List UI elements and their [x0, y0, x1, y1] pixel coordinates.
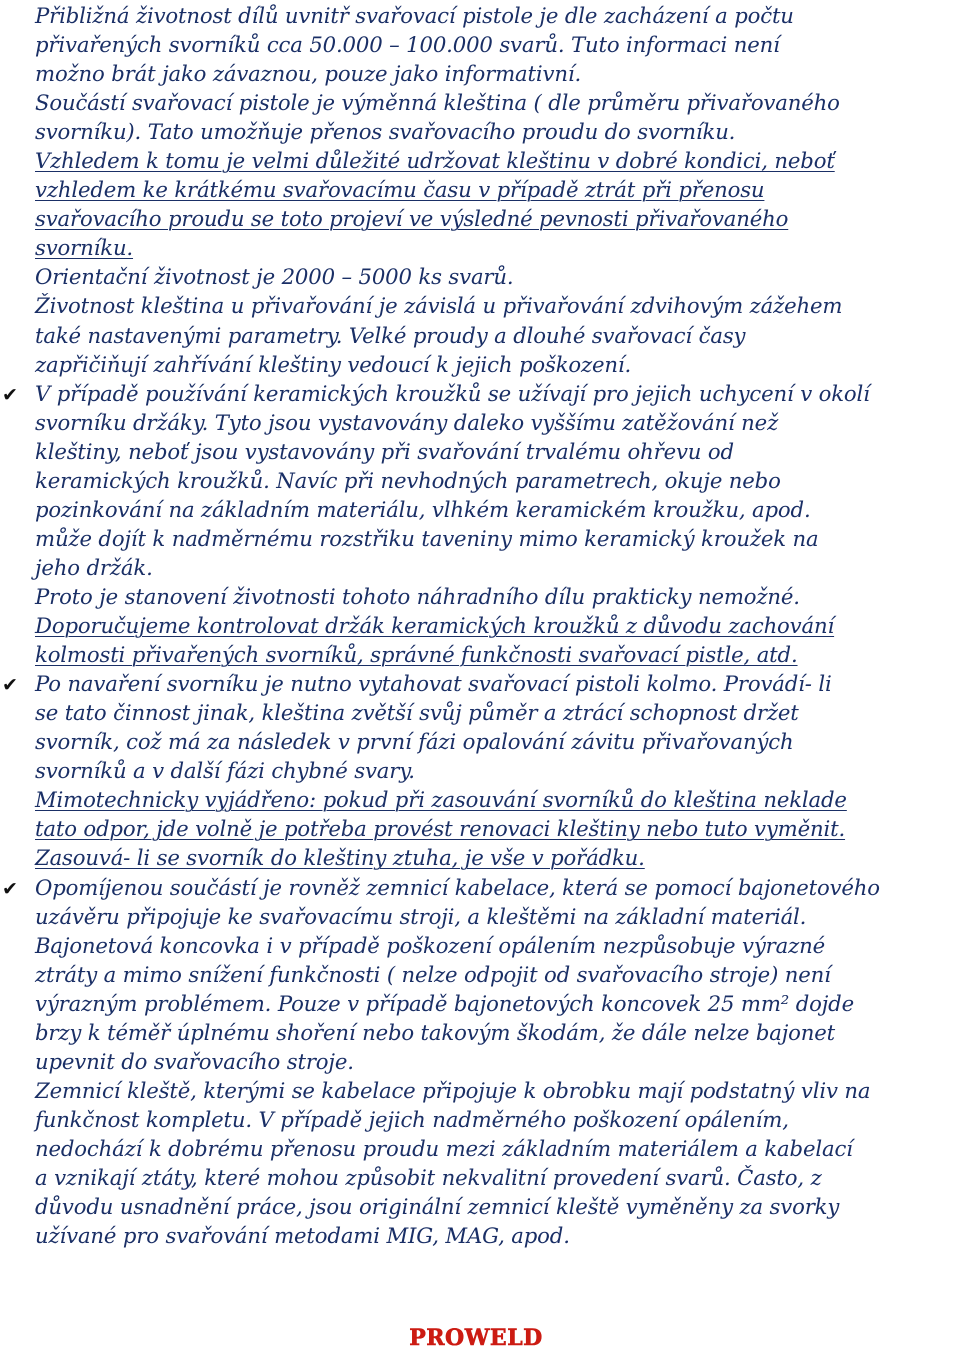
checkmark-bullet-icon: ✔	[2, 877, 18, 900]
text-line: Vzhledem k tomu je velmi důležité udržovat kleštinu v dobré kondici, neboť	[35, 148, 835, 174]
text-line: důvodu usnadnění práce, jsou originální zemnicí kleště vyměněny za svorky	[35, 1194, 840, 1220]
text-line: brzy k téměř úplnému shoření nebo takovým škodám, že dále nelze bajonet	[35, 1019, 836, 1045]
text-line: svařovacího proudu se toto projeví ve výsledné pevnosti přivařovaného	[35, 206, 789, 232]
text-line: také nastavenými parametry. Velké proudy a dlouhé svařovací časy	[35, 322, 746, 348]
text-line: Mimotechnicky vyjádřeno: pokud při zasouvání svorníků do kleština neklade	[35, 787, 847, 813]
text-line: svorníku). Tato umožňuje přenos svařovacího proudu do svorníku.	[35, 119, 736, 145]
paragraph	[35, 146, 940, 262]
text-line: kleštiny, neboť jsou vystavovány při svařování trvalému ohřevu od	[35, 438, 734, 464]
text-line: svorníku držáky. Tyto jsou vystavovány daleko vyššímu zatěžování než	[35, 409, 779, 435]
text-line: kolmosti přivařených svorníků, správné funkčnosti svařovací pistle, atd.	[35, 642, 798, 668]
text-line: svorníku.	[35, 235, 134, 261]
text-line: upevnit do svařovacího stroje.	[35, 1048, 354, 1074]
paragraph	[35, 262, 940, 378]
text-line: svorník, což má za následek v první fázi opalování závitu přivařovaných	[35, 729, 794, 755]
paragraph	[35, 611, 940, 669]
text-line: se tato činnost jinak, kleština zvětší svůj půměr a ztrácí schopnost držet	[35, 700, 799, 726]
text-line: zapřičiňují zahřívání kleštiny vedoucí k jejich poškození.	[35, 351, 632, 377]
logo-text: PROWELD	[409, 1325, 543, 1351]
text-line: Zemnicí kleště, kterými se kabelace připojuje k obrobku mají podstatný vliv na	[35, 1077, 871, 1103]
text-line: možno brát jako závaznou, pouze jako informativní.	[35, 61, 582, 87]
text-line: funkčnost kompletu. V případě jejich nadměrného poškození opálením,	[35, 1106, 789, 1132]
text-line: užívané pro svařování metodami MIG, MAG, apod.	[35, 1223, 570, 1249]
text-line: Zasouvá- li se svorník do kleštiny ztuha, je vše v pořádku.	[35, 845, 645, 871]
text-line: Doporučujeme kontrolovat držák keramických kroužků z důvodu zachování	[35, 613, 835, 639]
checkmark-bullet-icon: ✔	[2, 383, 18, 406]
text-line: Proto je stanovení životnosti tohoto náhradního dílu prakticky nemožné.	[35, 583, 800, 609]
text-line: Životnost kleština u přivařování je závislá u přivařování zdvihovým zážehem	[35, 293, 843, 319]
paragraph	[35, 873, 940, 1251]
text-line: tato odpor, jde volně je potřeba provést renovaci kleštiny nebo tuto vyměnit.	[35, 816, 846, 842]
paragraph	[35, 669, 940, 785]
proweld-logo	[400, 1322, 552, 1360]
text-line: svorníků a v další fázi chybné svary.	[35, 758, 415, 784]
checkmark-bullet-icon: ✔	[2, 674, 18, 697]
text-line: ztráty a mimo snížení funkčnosti ( nelze odpojit od svařovacího stroje) není	[35, 961, 831, 987]
text-line: Opomíjenou součástí je rovněž zemnicí kabelace, která se pomocí bajonetového	[35, 874, 880, 900]
text-line: uzávěru připojuje ke svařovacímu stroji, a kleštěmi na základní materiál.	[35, 903, 807, 929]
text-line: pozinkování na základním materiálu, vlhkém keramickém kroužku, apod.	[35, 496, 811, 522]
text-line: Součástí svařovací pistole je výměnná kleština ( dle průměru přivařovaného	[35, 90, 840, 116]
text-line: nedochází k dobrému přenosu proudu mezi základním materiálem a kabelací	[35, 1135, 853, 1161]
text-line: Přibližná životnost dílů uvnitř svařovací pistole je dle zacházení a počtu	[35, 3, 794, 28]
text-line: přivařených svorníků cca 50.000 – 100.000 svarů. Tuto informaci není	[35, 32, 780, 58]
text-line: Bajonetová koncovka i v případě poškození opálením nezpůsobuje výrazné	[35, 932, 826, 958]
text-line: vzhledem ke krátkému svařovacímu času v případě ztrát při přenosu	[35, 177, 765, 203]
paragraph	[35, 785, 940, 872]
text-line: může dojít k nadměrnému rozstřiku taveniny mimo keramický kroužek na	[35, 525, 819, 551]
text-line: V případě používání keramických kroužků se užívají pro jejich uchycení v okolí	[35, 380, 870, 406]
text-line: výrazným problémem. Pouze v případě bajonetových koncovek 25 mm² dojde	[35, 990, 854, 1016]
text-line: a vznikají ztáty, které mohou způsobit nekvalitní provedení svarů. Často, z	[35, 1164, 822, 1190]
text-line: keramických kroužků. Navíc při nevhodných parametrech, okuje nebo	[35, 467, 781, 493]
text-line: jeho držák.	[35, 554, 153, 580]
text-line: Po navaření svorníku je nutno vytahovat svařovací pistoli kolmo. Provádí- li	[35, 671, 832, 697]
paragraph	[35, 1, 940, 146]
text-line: Orientační životnost je 2000 – 5000 ks svarů.	[35, 264, 514, 290]
paragraph	[35, 379, 940, 611]
